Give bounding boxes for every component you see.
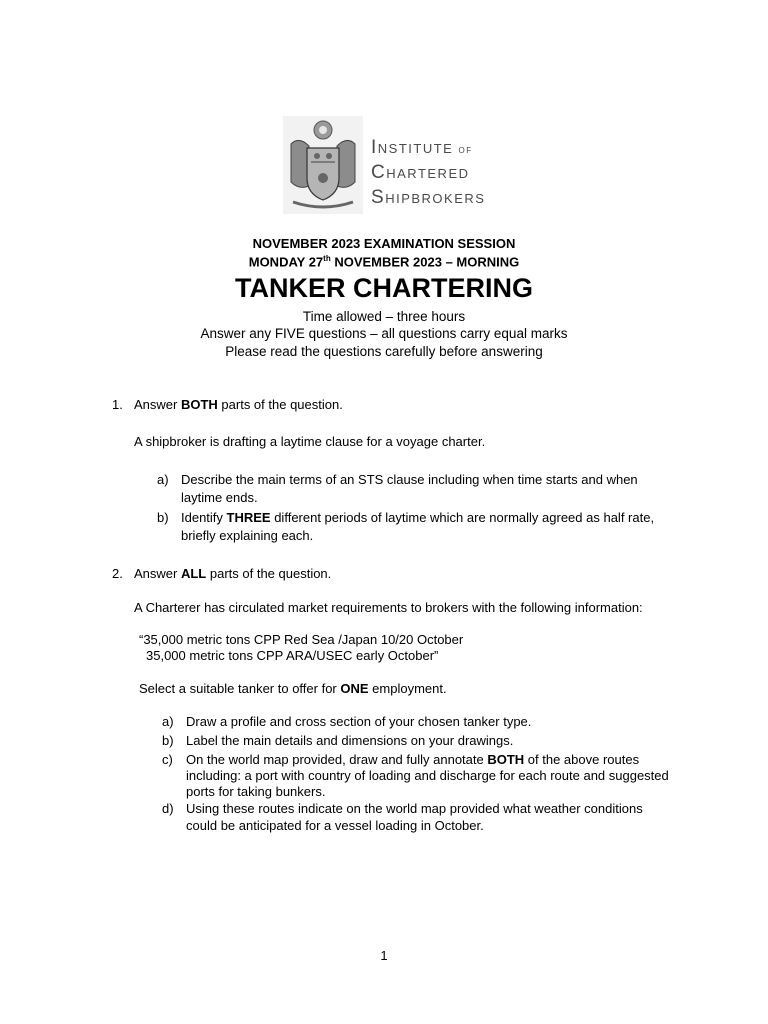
question-2-quote-line-1: “35,000 metric tons CPP Red Sea /Japan 10/20 October <box>139 632 464 647</box>
question-2c-text-cont: including: a port with country of loading and discharge for each route and suggested <box>186 768 669 783</box>
question-1-scenario: A shipbroker is drafting a laytime clause for a voyage charter. <box>134 434 486 449</box>
question-2a-text: Draw a profile and cross section of your chosen tanker type. <box>186 714 532 729</box>
logo-line-chartered: CHARTERED <box>371 162 470 183</box>
question-1-number: 1. <box>112 397 123 412</box>
question-2-instruction: Answer ALL parts of the question. <box>134 566 332 581</box>
page-number: 1 <box>380 948 388 963</box>
coat-of-arms-icon <box>283 116 363 214</box>
question-1-instruction: Answer BOTH parts of the question. <box>134 397 343 412</box>
institute-logo <box>283 116 489 214</box>
logo-line-shipbrokers: SHIPBROKERS <box>371 187 486 208</box>
question-2d-text: Using these routes indicate on the world map provided what weather conditions <box>186 801 643 816</box>
answer-instructions: Answer any FIVE questions – all questions carry equal marks <box>200 326 568 341</box>
question-2-select: Select a suitable tanker to offer for ONE employment. <box>139 681 447 696</box>
exam-title: TANKER CHARTERING <box>235 273 533 303</box>
time-allowed: Time allowed – three hours <box>302 309 466 324</box>
question-1a-label: a) <box>157 472 169 487</box>
question-1b-label: b) <box>157 510 169 525</box>
question-2a-label: a) <box>162 714 174 729</box>
question-2-quote-line-2: 35,000 metric tons CPP ARA/USEC early October” <box>146 648 439 663</box>
question-1b-text: Identify THREE different periods of laytime which are normally agreed as half rate, <box>181 510 655 525</box>
question-2b-label: b) <box>162 733 174 748</box>
exam-date: MONDAY 27th NOVEMBER 2023 – MORNING <box>248 254 520 270</box>
question-2c-label: c) <box>162 752 173 767</box>
question-2-number: 2. <box>112 566 123 581</box>
question-2-scenario: A Charterer has circulated market requirements to brokers with the following information: <box>134 600 643 615</box>
question-2c-text: On the world map provided, draw and fully annotate BOTH of the above routes <box>186 752 640 767</box>
question-1b-text-cont: briefly explaining each. <box>181 528 314 543</box>
question-2b-text: Label the main details and dimensions on your drawings. <box>186 733 514 748</box>
question-2d-label: d) <box>162 801 174 816</box>
read-note: Please read the questions carefully before answering <box>225 344 543 359</box>
question-1a-text: Describe the main terms of an STS clause including when time starts and when <box>181 472 638 487</box>
question-2d-text-cont: could be anticipated for a vessel loading in October. <box>186 818 484 833</box>
question-2c-text-cont-2: ports for taking bunkers. <box>186 784 326 799</box>
question-1a-text-cont: laytime ends. <box>181 490 258 505</box>
exam-session: NOVEMBER 2023 EXAMINATION SESSION <box>252 236 516 251</box>
logo-line-institute: INSTITUTE OF <box>371 137 473 158</box>
